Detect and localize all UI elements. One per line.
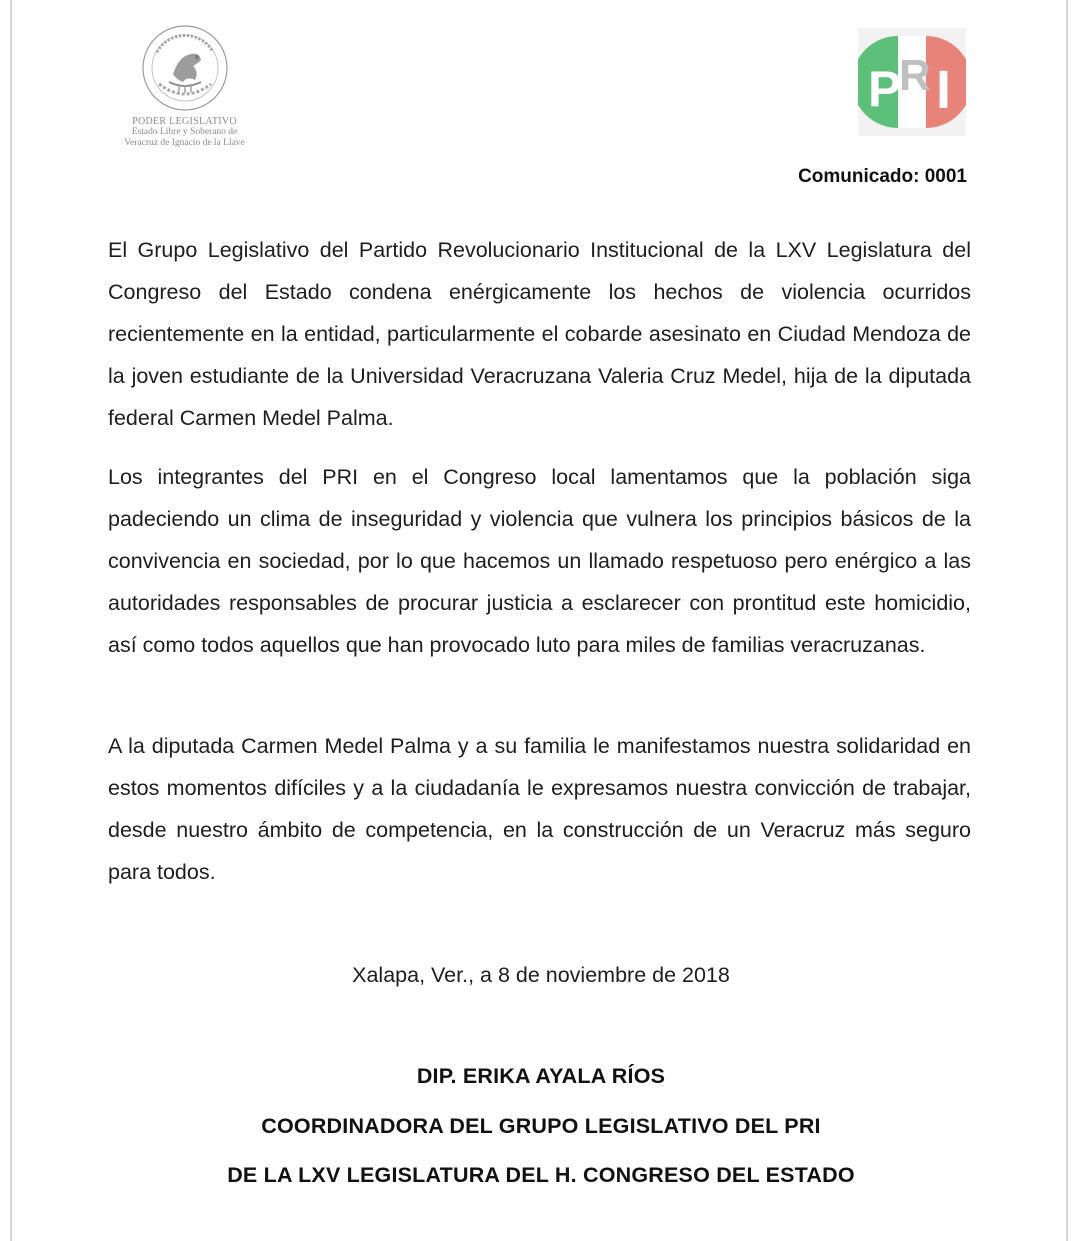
paragraph-2: Los integrantes del PRI en el Congreso local lamentamos que la población siga padeciendo un clima de inseguridad y violencia que vulnera los principios básicos de la convivencia en sociedad, por lo que hacemos un llamado respetuoso pero enérgico a las autoridades responsables de procurar justicia a esclarecer con prontitud este homicidio, así como todos aquellos que han provocado luto para miles de familias veracruzanas. [108,465,971,657]
signature-title-2: DE LA LXV LEGISLATURA DEL H. CONGRESO DEL ESTADO [227,1163,855,1187]
paragraph-1: El Grupo Legislativo del Partido Revolucionario Institucional de la LXV Legislatura del Congreso del Estado condena enérgicamente los hechos de violencia ocurridos recientemente en la entidad, particularmente el cobarde asesinato en Ciudad Mendoza de la joven estudiante de la Universidad Veracruzana Valeria Cruz Medel, hija de la diputada federal Carmen Medel Palma. [108,238,971,430]
seal-caption [112,116,257,149]
pri-logo [858,28,966,136]
comunicado-number: Comunicado: 0001 [798,166,967,187]
svg-text:I: I [936,60,952,120]
date-line: Xalapa, Ver., a 8 de noviembre de 2018 [352,963,730,987]
mexico-state-seal [112,22,257,152]
signature-title-1: COORDINADORA DEL GRUPO LEGISLATIVO DEL PRI [261,1114,821,1138]
paragraph-3: A la diputada Carmen Medel Palma y a su familia le manifestamos nuestra solidaridad en estos momentos difíciles y a la ciudadanía le expresamos nuestra convicción de trabajar, desde nuestro ámbito de competencia, en la construcción de un Veracruz más seguro para todos. [108,734,971,884]
pri-logo-icon [858,28,966,136]
seal-caption-line3: Veracruz de Ignacio de la Llave [124,138,245,148]
svg-text:R: R [899,51,931,100]
signature-name: DIP. ERIKA AYALA RÍOS [416,1064,666,1088]
seal-caption-line1: PODER LEGISLATIVO [132,116,237,127]
seal-caption-line2: Estado Libre y Soberano de [131,127,238,137]
document-page [10,0,1068,1241]
svg-text:P: P [868,61,902,117]
eagle-seal-icon [139,22,231,114]
